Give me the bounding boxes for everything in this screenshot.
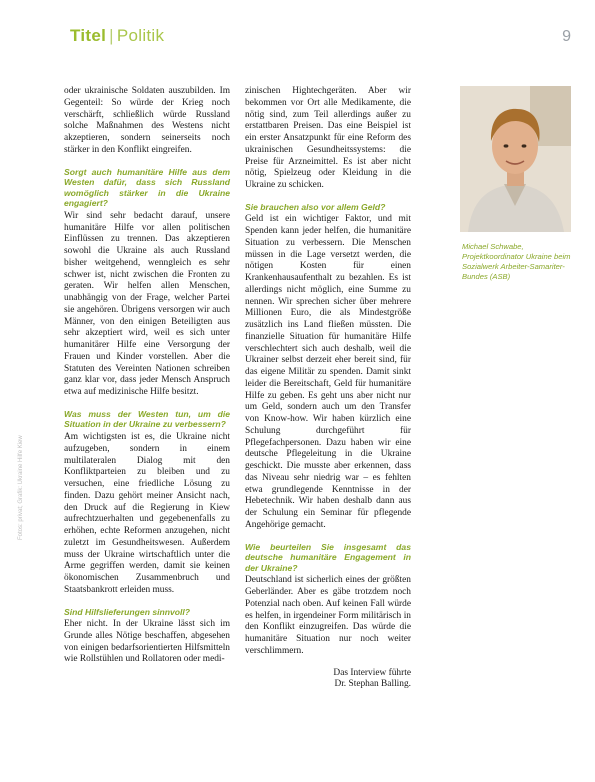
photo-caption: Michael Schwabe, Projektkoordinator Ukraine beim Sozialwerk Arbeiter-Samariter-Bundes (ASB)	[462, 242, 571, 281]
paragraph: Eher nicht. In der Ukraine lässt sich im Grunde alles Nötige beschaffen, abgesehen von einigen bedarfsorientierten Hilfsmitteln wie Rollstühlen und Rollatoren oder medi-	[64, 619, 230, 665]
paragraph: Wir sind sehr bedacht darauf, unsere humanitäre Hilfe vor allen politischen Einflüssen zu trennen. Das akzeptieren sowohl die Ukraine als auch Russland bisher weitgehend, wenngleich es sehr schwer ist, nicht zwischen die Fronten zu geraten. Wir helfen allen Menschen, unabhängig von der Frage, welcher Partei sie angehören. Übrigens versorgen wir auch Männer, von den einigen Beteiligten aus sehr akzeptiert wird, weil es sich unter humanitärer Hilfe eine Versorgung der Frauen und Kinder vorstellen. Aber die Statuten des Vereinten Nationen schreiben ganz klar vor, dass jeder Mensch Anspruch etwa auf medizinische Hilfe besitzt.	[64, 210, 230, 398]
page-header	[70, 26, 164, 46]
author-name: Dr. Stephan Balling.	[334, 679, 411, 690]
interview-question: Sie brauchen also vor allem Geld?	[245, 201, 386, 212]
article-column-2	[245, 86, 411, 691]
photo-credit: Fotos: privat; Grafik: Ukraine Hilfe Kiew	[18, 435, 24, 540]
paragraph: Deutschland ist sicherlich eines der größten Geberländer. Aber es gäbe trotzdem noch Potenzial nach oben. Auf keinen Fall würde es helfen, in irgendeiner Form militärisch in den Konflikt einzugreifen. Das würde die humanitäre Situation nur noch weiter verschlimmern.	[245, 575, 411, 656]
header-title: Titel	[70, 26, 107, 45]
interview-question: Was muss der Westen tun, um die Situation in der Ukraine zu verbessern?	[64, 408, 230, 430]
article-column-1	[64, 86, 230, 676]
interview-question: Sorgt auch humanitäre Hilfe aus dem Westen dafür, dass sich Russland womöglich stärker in die Ukraine engagiert?	[64, 166, 230, 209]
credit-line: Das Interview führte	[333, 667, 411, 678]
header-separator: |	[109, 26, 114, 45]
page-number: 9	[562, 28, 571, 45]
portrait-illustration	[460, 86, 571, 232]
paragraph: oder ukrainische Soldaten auszubilden. Im Gegenteil: So würde der Krieg noch verschärft, schließlich würde Russland solche Maßnahmen des Westens nicht akzeptieren, sondern seinerseits noch stärker in den Konflikt eingreifen.	[64, 86, 230, 155]
paragraph: Am wichtigsten ist es, die Ukraine nicht aufzugeben, sondern in einem multilateralen Dialog mit den Konfliktparteien zu bleiben und zu versuchen, eine friedliche Lösung zu finden. Dazu gehört meiner Ansicht nach, den Druck auf die Regierung in Kiew aufrechtzuerhalten und gegebenenfalls zu erhöhen, echte Reformen anzugehen, nicht zuletzt im Gesundheitswesen. Außerdem muss der Ukraine wirtschaftlich unter die Arme gegriffen werden, damit sie keinen ökonomischen Zusammenbruch und Staatsbankrott erleiden muss.	[64, 432, 230, 595]
portrait-photo	[460, 86, 571, 232]
interview-credit	[245, 668, 411, 692]
paragraph: zinischen Hightechgeräten. Aber wir bekommen vor Ort alle Medikamente, die nötig sind, zum Teil allerdings außer zu erstattbaren Preisen. Das eine Beispiel ist ein erster Ansatzpunkt für eine Reform des ukrainischen Gesundheitssystems: die Preise für Arzneimittel. Es ist aber nicht nötig, Spielzeug oder Kleidung in die Ukraine zu schicken.	[245, 86, 411, 190]
interview-question: Sind Hilfslieferungen sinnvoll?	[64, 606, 191, 617]
interview-question: Wie beurteilen Sie insgesamt das deutsche humanitäre Engagement in der Ukraine?	[245, 541, 411, 573]
header-section: Politik	[116, 26, 165, 45]
paragraph: Geld ist ein wichtiger Faktor, und mit Spenden kann jeder helfen, die humanitäre Situation zu verbessern. Die Menschen müssen in die Lage versetzt werden, die nötigen Kosten für einen Krankenhausaufenthalt zu bezahlen. Es ist allerdings nicht möglich, eine Summe zu nennen. Wir sprechen sicher über mehrere Millionen Euro, die als Mindestgröße zusätzlich ins Land fließen müssten. Die finanzielle Situation für humanitäre Hilfe verschlechtert sich auch deshalb, weil die Ukrainer selbst derzeit eher bereit sind, für das eigene Militär zu spenden. Damit sinkt leider die Bereitschaft, Geld für humanitäre Hilfe zu geben. Es geht uns aber nicht nur um Geld, sondern auch um den Transfer von Know-how. Wir haben kürzlich eine Schulung durchgeführt für Pflegefachpersonen. Dazu haben wir eine deutsche Pflegeleitung in die Ukraine geschickt. Die musste aber erkennen, dass das Niveau sehr niedrig war – es fehlten etwa grundlegende Kenntnisse in der Hebetechnik. Wir haben deshalb dann aus der Schulung ein Seminar für pflegende Angehörige gemacht.	[245, 214, 411, 530]
